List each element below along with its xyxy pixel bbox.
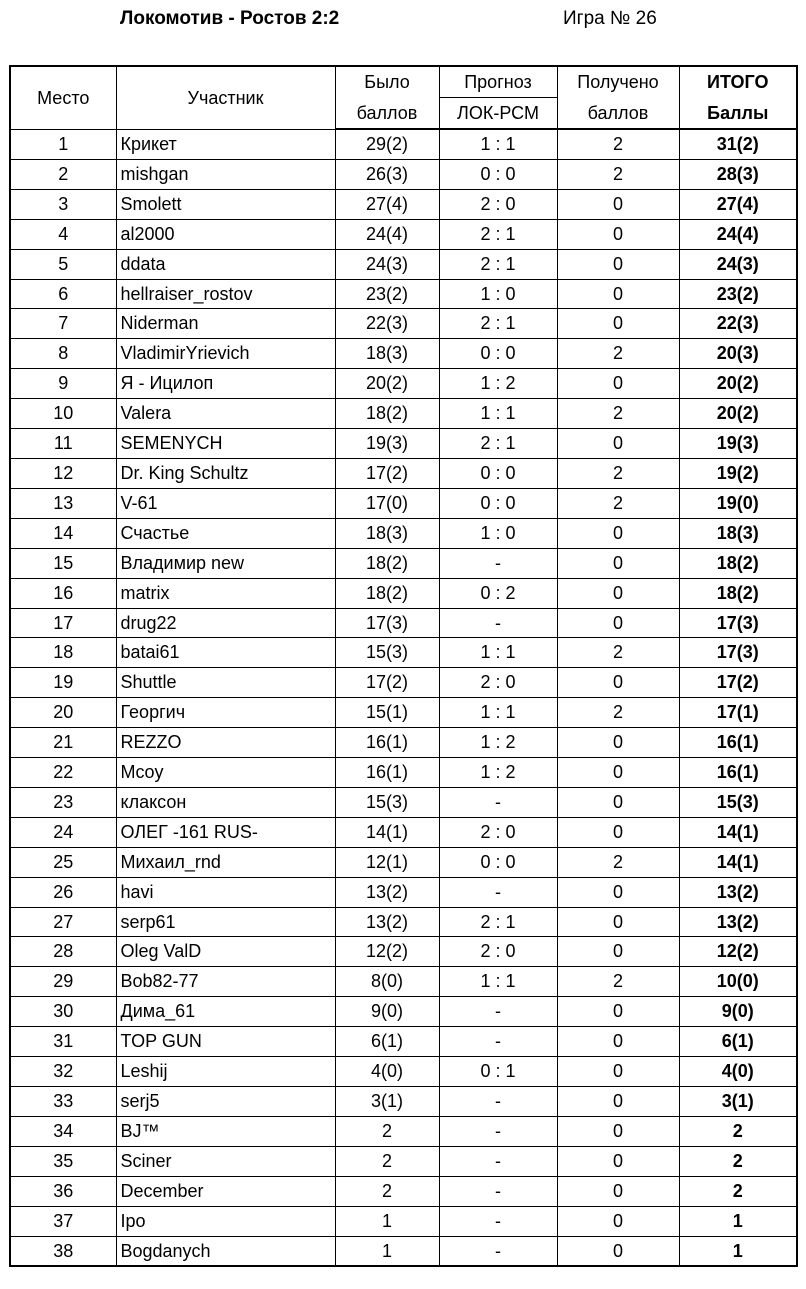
was-points-cell: 17(2) — [335, 458, 439, 488]
forecast-cell: 0 : 0 — [439, 159, 557, 189]
total-points-cell: 27(4) — [679, 189, 797, 219]
table-row — [10, 847, 797, 877]
col-header-got-top: Получено — [557, 66, 679, 98]
table-row — [10, 817, 797, 847]
forecast-cell: 0 : 0 — [439, 339, 557, 369]
place-cell: 26 — [10, 877, 116, 907]
col-header-forecast-bottom: ЛОК-РСМ — [439, 98, 557, 130]
was-points-cell: 3(1) — [335, 1087, 439, 1117]
place-cell: 11 — [10, 429, 116, 459]
was-points-cell: 13(2) — [335, 907, 439, 937]
place-cell: 37 — [10, 1206, 116, 1236]
place-cell: 17 — [10, 608, 116, 638]
got-points-cell: 0 — [557, 1057, 679, 1087]
table-row — [10, 159, 797, 189]
total-points-cell: 13(2) — [679, 907, 797, 937]
total-points-cell: 15(3) — [679, 787, 797, 817]
total-points-cell: 20(2) — [679, 369, 797, 399]
was-points-cell: 12(1) — [335, 847, 439, 877]
was-points-cell: 14(1) — [335, 817, 439, 847]
got-points-cell: 0 — [557, 997, 679, 1027]
got-points-cell: 0 — [557, 1116, 679, 1146]
got-points-cell: 2 — [557, 399, 679, 429]
participant-cell: batai61 — [116, 638, 335, 668]
was-points-cell: 27(4) — [335, 189, 439, 219]
participant-cell: Mcoy — [116, 758, 335, 788]
was-points-cell: 16(1) — [335, 728, 439, 758]
participant-cell: Bogdanych — [116, 1236, 335, 1266]
forecast-cell: 1 : 2 — [439, 758, 557, 788]
was-points-cell: 2 — [335, 1116, 439, 1146]
forecast-cell: 1 : 1 — [439, 399, 557, 429]
col-header-place: Место — [10, 66, 116, 129]
col-header-got-bottom: баллов — [557, 98, 679, 130]
was-points-cell: 23(2) — [335, 279, 439, 309]
total-points-cell: 2 — [679, 1146, 797, 1176]
got-points-cell: 2 — [557, 967, 679, 997]
participant-cell: Smolett — [116, 189, 335, 219]
participant-cell: TOP GUN — [116, 1027, 335, 1057]
table-row — [10, 728, 797, 758]
place-cell: 30 — [10, 997, 116, 1027]
forecast-cell: 0 : 1 — [439, 1057, 557, 1087]
table-row — [10, 578, 797, 608]
col-header-was-bottom: баллов — [335, 98, 439, 130]
total-points-cell: 14(1) — [679, 817, 797, 847]
total-points-cell: 18(3) — [679, 518, 797, 548]
forecast-cell: - — [439, 997, 557, 1027]
forecast-cell: 1 : 1 — [439, 638, 557, 668]
place-cell: 15 — [10, 548, 116, 578]
total-points-cell: 17(1) — [679, 698, 797, 728]
participant-cell: Михаил_rnd — [116, 847, 335, 877]
table-row — [10, 518, 797, 548]
place-cell: 1 — [10, 129, 116, 159]
place-cell: 20 — [10, 698, 116, 728]
participant-cell: REZZO — [116, 728, 335, 758]
got-points-cell: 0 — [557, 279, 679, 309]
participant-cell: ddata — [116, 249, 335, 279]
place-cell: 19 — [10, 668, 116, 698]
participant-cell: Sciner — [116, 1146, 335, 1176]
table-row — [10, 997, 797, 1027]
forecast-cell: 1 : 0 — [439, 279, 557, 309]
was-points-cell: 24(3) — [335, 249, 439, 279]
place-cell: 34 — [10, 1116, 116, 1146]
participant-cell: drug22 — [116, 608, 335, 638]
total-points-cell: 19(2) — [679, 458, 797, 488]
place-cell: 25 — [10, 847, 116, 877]
col-header-was-top: Было — [335, 66, 439, 98]
was-points-cell: 16(1) — [335, 758, 439, 788]
place-cell: 33 — [10, 1087, 116, 1117]
was-points-cell: 12(2) — [335, 937, 439, 967]
table-row — [10, 488, 797, 518]
total-points-cell: 1 — [679, 1236, 797, 1266]
got-points-cell: 0 — [557, 219, 679, 249]
forecast-cell: - — [439, 1087, 557, 1117]
got-points-cell: 0 — [557, 608, 679, 638]
was-points-cell: 17(0) — [335, 488, 439, 518]
forecast-cell: 0 : 0 — [439, 488, 557, 518]
got-points-cell: 0 — [557, 1087, 679, 1117]
forecast-cell: - — [439, 1236, 557, 1266]
total-points-cell: 16(1) — [679, 728, 797, 758]
got-points-cell: 0 — [557, 1027, 679, 1057]
place-cell: 38 — [10, 1236, 116, 1266]
got-points-cell: 0 — [557, 817, 679, 847]
was-points-cell: 19(3) — [335, 429, 439, 459]
total-points-cell: 31(2) — [679, 129, 797, 159]
forecast-cell: - — [439, 877, 557, 907]
participant-cell: Георгич — [116, 698, 335, 728]
total-points-cell: 2 — [679, 1176, 797, 1206]
forecast-cell: - — [439, 548, 557, 578]
was-points-cell: 26(3) — [335, 159, 439, 189]
was-points-cell: 8(0) — [335, 967, 439, 997]
got-points-cell: 0 — [557, 1146, 679, 1176]
forecast-cell: 1 : 2 — [439, 728, 557, 758]
forecast-cell: 2 : 0 — [439, 668, 557, 698]
table-row — [10, 429, 797, 459]
place-cell: 14 — [10, 518, 116, 548]
table-row — [10, 548, 797, 578]
forecast-cell: 1 : 1 — [439, 129, 557, 159]
table-row — [10, 1057, 797, 1087]
place-cell: 36 — [10, 1176, 116, 1206]
place-cell: 16 — [10, 578, 116, 608]
table-row — [10, 787, 797, 817]
got-points-cell: 2 — [557, 698, 679, 728]
was-points-cell: 18(2) — [335, 399, 439, 429]
got-points-cell: 0 — [557, 578, 679, 608]
was-points-cell: 1 — [335, 1236, 439, 1266]
table-row — [10, 1236, 797, 1266]
table-row — [10, 309, 797, 339]
participant-cell: SEMENYCH — [116, 429, 335, 459]
total-points-cell: 14(1) — [679, 847, 797, 877]
was-points-cell: 24(4) — [335, 219, 439, 249]
got-points-cell: 0 — [557, 937, 679, 967]
place-cell: 28 — [10, 937, 116, 967]
place-cell: 4 — [10, 219, 116, 249]
total-points-cell: 19(3) — [679, 429, 797, 459]
forecast-cell: 1 : 1 — [439, 967, 557, 997]
total-points-cell: 16(1) — [679, 758, 797, 788]
forecast-cell: 2 : 1 — [439, 219, 557, 249]
table-row — [10, 1027, 797, 1057]
participant-cell: havi — [116, 877, 335, 907]
forecast-cell: 1 : 2 — [439, 369, 557, 399]
participant-cell: Oleg ValD — [116, 937, 335, 967]
total-points-cell: 6(1) — [679, 1027, 797, 1057]
place-cell: 10 — [10, 399, 116, 429]
forecast-cell: 0 : 0 — [439, 847, 557, 877]
total-points-cell: 4(0) — [679, 1057, 797, 1087]
table-row — [10, 608, 797, 638]
was-points-cell: 18(2) — [335, 548, 439, 578]
was-points-cell: 17(3) — [335, 608, 439, 638]
forecast-cell: - — [439, 1176, 557, 1206]
place-cell: 23 — [10, 787, 116, 817]
table-row — [10, 638, 797, 668]
got-points-cell: 2 — [557, 638, 679, 668]
place-cell: 13 — [10, 488, 116, 518]
got-points-cell: 2 — [557, 458, 679, 488]
got-points-cell: 2 — [557, 488, 679, 518]
place-cell: 22 — [10, 758, 116, 788]
table-row — [10, 249, 797, 279]
table-row — [10, 698, 797, 728]
table-row — [10, 339, 797, 369]
col-header-total-bottom: Баллы — [679, 98, 797, 130]
place-cell: 3 — [10, 189, 116, 219]
got-points-cell: 0 — [557, 429, 679, 459]
participant-cell: Счастье — [116, 518, 335, 548]
table-row — [10, 1087, 797, 1117]
table-row — [10, 399, 797, 429]
standings-table — [9, 65, 798, 1267]
was-points-cell: 1 — [335, 1206, 439, 1236]
total-points-cell: 20(3) — [679, 339, 797, 369]
total-points-cell: 20(2) — [679, 399, 797, 429]
header-row-top — [10, 66, 797, 98]
participant-cell: Крикет — [116, 129, 335, 159]
got-points-cell: 0 — [557, 668, 679, 698]
was-points-cell: 18(3) — [335, 339, 439, 369]
got-points-cell: 0 — [557, 728, 679, 758]
got-points-cell: 0 — [557, 369, 679, 399]
participant-cell: Владимир new — [116, 548, 335, 578]
participant-cell: V-61 — [116, 488, 335, 518]
total-points-cell: 3(1) — [679, 1087, 797, 1117]
table-row — [10, 758, 797, 788]
table-row — [10, 458, 797, 488]
table-row — [10, 1116, 797, 1146]
table-row — [10, 967, 797, 997]
was-points-cell: 2 — [335, 1146, 439, 1176]
place-cell: 7 — [10, 309, 116, 339]
total-points-cell: 12(2) — [679, 937, 797, 967]
table-body — [10, 129, 797, 1266]
forecast-cell: - — [439, 787, 557, 817]
forecast-cell: - — [439, 1027, 557, 1057]
forecast-cell: - — [439, 1146, 557, 1176]
participant-cell: matrix — [116, 578, 335, 608]
total-points-cell: 2 — [679, 1116, 797, 1146]
participant-cell: Shuttle — [116, 668, 335, 698]
forecast-cell: 1 : 0 — [439, 518, 557, 548]
total-points-cell: 24(3) — [679, 249, 797, 279]
game-number: Игра № 26 — [563, 8, 657, 29]
got-points-cell: 0 — [557, 907, 679, 937]
place-cell: 24 — [10, 817, 116, 847]
forecast-cell: - — [439, 1206, 557, 1236]
got-points-cell: 0 — [557, 1236, 679, 1266]
participant-cell: Dr. King Schultz — [116, 458, 335, 488]
total-points-cell: 22(3) — [679, 309, 797, 339]
participant-cell: BJ™ — [116, 1116, 335, 1146]
total-points-cell: 18(2) — [679, 548, 797, 578]
place-cell: 5 — [10, 249, 116, 279]
total-points-cell: 1 — [679, 1206, 797, 1236]
forecast-cell: 2 : 0 — [439, 189, 557, 219]
participant-cell: Bob82-77 — [116, 967, 335, 997]
participant-cell: VladimirYrievich — [116, 339, 335, 369]
table-row — [10, 219, 797, 249]
total-points-cell: 10(0) — [679, 967, 797, 997]
participant-cell: клаксон — [116, 787, 335, 817]
got-points-cell: 0 — [557, 787, 679, 817]
table-row — [10, 369, 797, 399]
place-cell: 12 — [10, 458, 116, 488]
participant-cell: mishgan — [116, 159, 335, 189]
table-row — [10, 937, 797, 967]
was-points-cell: 13(2) — [335, 877, 439, 907]
participant-cell: Дима_61 — [116, 997, 335, 1027]
was-points-cell: 18(2) — [335, 578, 439, 608]
col-header-total-top: ИТОГО — [679, 66, 797, 98]
forecast-cell: - — [439, 608, 557, 638]
forecast-cell: 2 : 0 — [439, 817, 557, 847]
was-points-cell: 29(2) — [335, 129, 439, 159]
was-points-cell: 17(2) — [335, 668, 439, 698]
place-cell: 18 — [10, 638, 116, 668]
forecast-cell: 0 : 0 — [439, 458, 557, 488]
place-cell: 27 — [10, 907, 116, 937]
total-points-cell: 18(2) — [679, 578, 797, 608]
forecast-cell: 2 : 0 — [439, 937, 557, 967]
participant-cell: Ipo — [116, 1206, 335, 1236]
participant-cell: hellraiser_rostov — [116, 279, 335, 309]
got-points-cell: 0 — [557, 1206, 679, 1236]
forecast-cell: 2 : 1 — [439, 249, 557, 279]
participant-cell: serp61 — [116, 907, 335, 937]
got-points-cell: 0 — [557, 1176, 679, 1206]
participant-cell: al2000 — [116, 219, 335, 249]
total-points-cell: 9(0) — [679, 997, 797, 1027]
forecast-cell: 2 : 1 — [439, 907, 557, 937]
got-points-cell: 0 — [557, 548, 679, 578]
got-points-cell: 0 — [557, 518, 679, 548]
was-points-cell: 15(1) — [335, 698, 439, 728]
total-points-cell: 28(3) — [679, 159, 797, 189]
place-cell: 35 — [10, 1146, 116, 1176]
forecast-cell: 2 : 1 — [439, 309, 557, 339]
got-points-cell: 2 — [557, 159, 679, 189]
got-points-cell: 0 — [557, 877, 679, 907]
participant-cell: Niderman — [116, 309, 335, 339]
total-points-cell: 23(2) — [679, 279, 797, 309]
total-points-cell: 17(3) — [679, 638, 797, 668]
table-row — [10, 189, 797, 219]
match-title: Локомотив - Ростов 2:2 — [120, 8, 340, 29]
place-cell: 9 — [10, 369, 116, 399]
table-row — [10, 279, 797, 309]
got-points-cell: 2 — [557, 847, 679, 877]
was-points-cell: 6(1) — [335, 1027, 439, 1057]
got-points-cell: 2 — [557, 339, 679, 369]
was-points-cell: 15(3) — [335, 638, 439, 668]
total-points-cell: 13(2) — [679, 877, 797, 907]
was-points-cell: 9(0) — [335, 997, 439, 1027]
place-cell: 8 — [10, 339, 116, 369]
was-points-cell: 15(3) — [335, 787, 439, 817]
table-row — [10, 668, 797, 698]
participant-cell: December — [116, 1176, 335, 1206]
was-points-cell: 4(0) — [335, 1057, 439, 1087]
was-points-cell: 20(2) — [335, 369, 439, 399]
col-header-forecast-top: Прогноз — [439, 66, 557, 98]
got-points-cell: 0 — [557, 309, 679, 339]
participant-cell: ОЛЕГ -161 RUS- — [116, 817, 335, 847]
forecast-cell: 1 : 1 — [439, 698, 557, 728]
participant-cell: serj5 — [116, 1087, 335, 1117]
forecast-cell: 0 : 2 — [439, 578, 557, 608]
participant-cell: Я - Ицилоп — [116, 369, 335, 399]
total-points-cell: 19(0) — [679, 488, 797, 518]
table-row — [10, 1176, 797, 1206]
total-points-cell: 24(4) — [679, 219, 797, 249]
table-row — [10, 129, 797, 159]
participant-cell: Leshij — [116, 1057, 335, 1087]
place-cell: 21 — [10, 728, 116, 758]
got-points-cell: 0 — [557, 189, 679, 219]
forecast-cell: 2 : 1 — [439, 429, 557, 459]
table-row — [10, 1146, 797, 1176]
got-points-cell: 0 — [557, 249, 679, 279]
forecast-cell: - — [439, 1116, 557, 1146]
col-header-participant: Участник — [116, 66, 335, 129]
was-points-cell: 18(3) — [335, 518, 439, 548]
participant-cell: Valera — [116, 399, 335, 429]
was-points-cell: 22(3) — [335, 309, 439, 339]
table-row — [10, 907, 797, 937]
was-points-cell: 2 — [335, 1176, 439, 1206]
total-points-cell: 17(2) — [679, 668, 797, 698]
place-cell: 6 — [10, 279, 116, 309]
table-row — [10, 1206, 797, 1236]
place-cell: 2 — [10, 159, 116, 189]
place-cell: 29 — [10, 967, 116, 997]
got-points-cell: 0 — [557, 758, 679, 788]
total-points-cell: 17(3) — [679, 608, 797, 638]
table-row — [10, 877, 797, 907]
place-cell: 31 — [10, 1027, 116, 1057]
got-points-cell: 2 — [557, 129, 679, 159]
place-cell: 32 — [10, 1057, 116, 1087]
